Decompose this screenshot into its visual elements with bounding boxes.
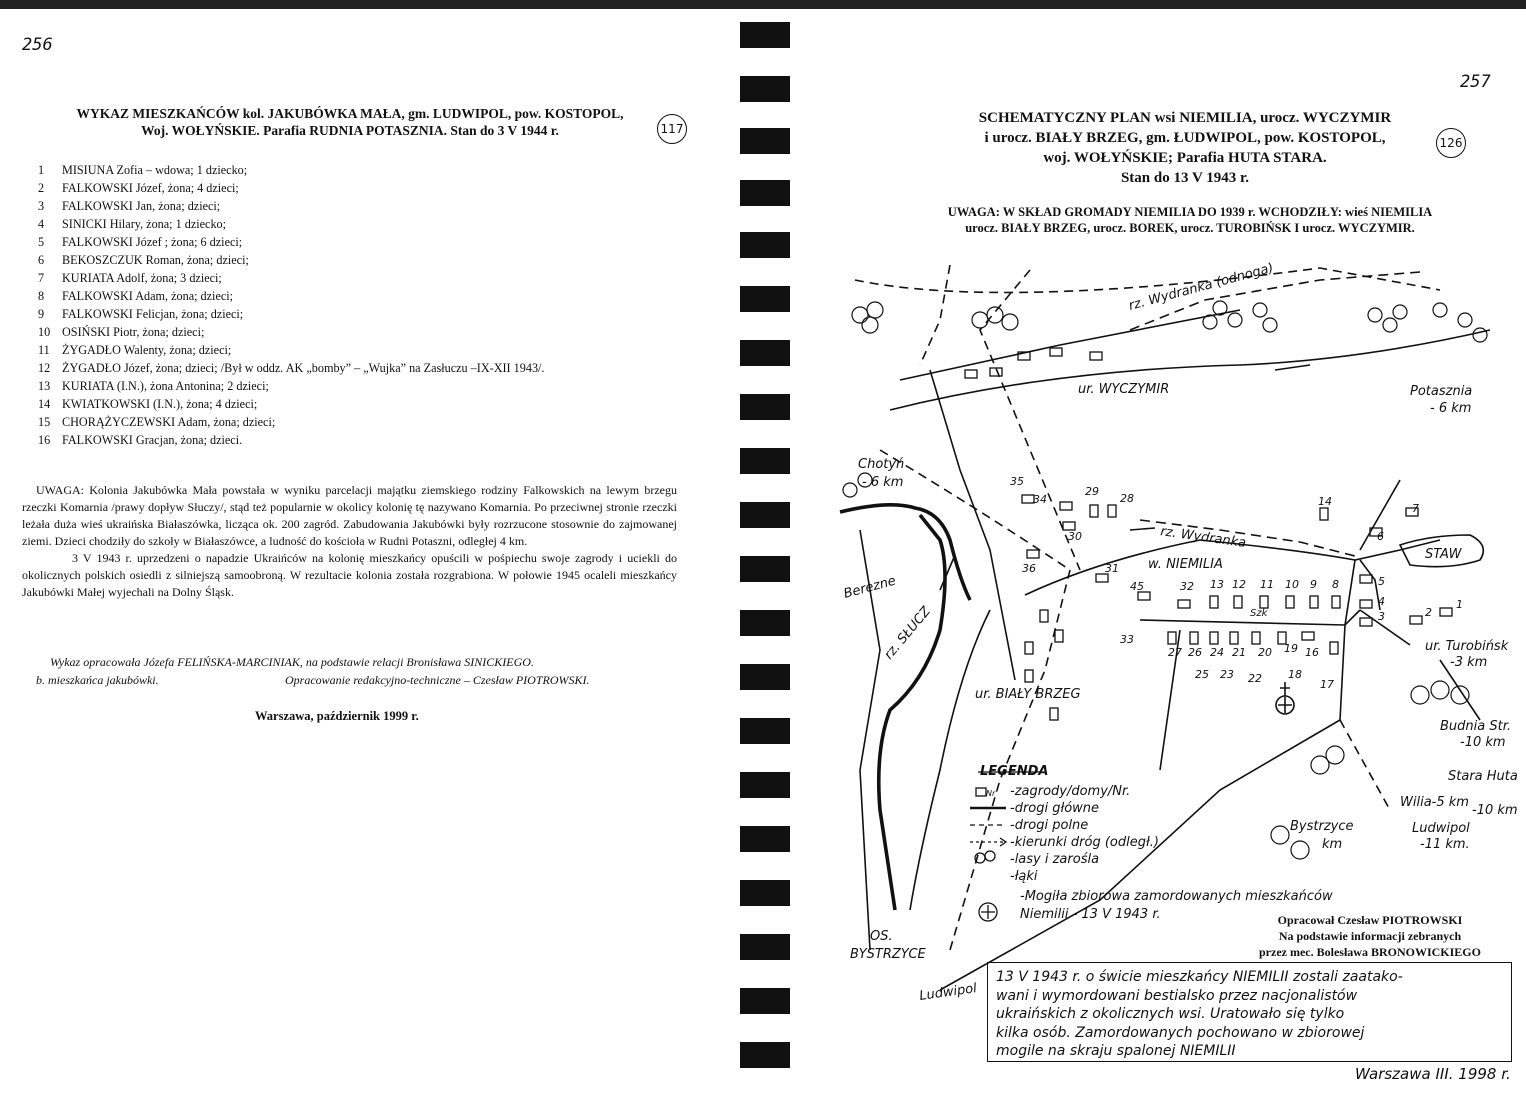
house-number: 13	[1210, 578, 1224, 591]
house-number: 30	[1068, 530, 1082, 543]
credit-line-2b: Opracowanie redakcyjno-techniczne – Czesław PIOTROWSKI.	[285, 673, 590, 687]
binding-spine	[740, 20, 790, 1090]
map-credit	[1230, 912, 1510, 960]
resident-number: 1	[38, 163, 45, 177]
resident-row	[38, 161, 544, 179]
resident-number: 12	[38, 361, 51, 375]
legend-item: -drogi główne	[1010, 801, 1100, 816]
resident-number: 2	[38, 181, 45, 195]
house-number: 35	[1010, 475, 1024, 488]
label-turobinsk-km: -3 km	[1450, 655, 1488, 670]
resident-entry: OSIŃSKI Piotr, żona; dzieci;	[62, 325, 205, 339]
label-slucz: rz. SŁUCZ	[881, 604, 934, 663]
legend-house-number: Nr	[986, 789, 996, 798]
house-number: 25	[1195, 668, 1209, 681]
label-staw: STAW	[1425, 547, 1462, 562]
resident-entry: MISIUNA Zofia – wdowa; 1 dziecko;	[62, 163, 248, 177]
label-niemilia: w. NIEMILIA	[1148, 557, 1223, 572]
uwaga-paragraph-2: 3 V 1943 r. uprzedzeni o napadzie Ukraińców na kolonię mieszkańcy opuścili w pośpiechu swoje zagrody i uciekli do okolicznych polskich osiedli z silniejszą samoobroną. W rezultacie kolonia została rozgrabiona. W połowie 1945 ocaleli mieszkańcy Jakubówki Małej wyjechali na Dolny Śląsk.	[22, 551, 677, 599]
road-east	[1360, 610, 1410, 645]
label-potasznia-km: - 6 km	[1430, 401, 1472, 416]
page-number: 257	[1460, 72, 1491, 92]
resident-number: 13	[38, 379, 51, 393]
house-number: 18	[1288, 668, 1302, 681]
map-credit-line3: przez mec. Bolesława BRONOWICKIEGO	[1259, 945, 1481, 959]
field-road-center	[980, 270, 1080, 570]
left-title-line1: WYKAZ MIESZKAŃCÓW kol. JAKUBÓWKA MAŁA, gm. LUDWIPOL, pow. KOSTOPOL,	[76, 106, 624, 121]
label-potasznia: Potasznia	[1410, 384, 1473, 399]
lower-west-road	[910, 610, 990, 910]
legend-item: Niemilii - 13 V 1943 r.	[1020, 907, 1161, 922]
resident-entry: BEKOSZCZUK Roman, żona; dzieci;	[62, 253, 249, 267]
house-number: 17	[1320, 678, 1334, 691]
resident-number: 15	[38, 415, 51, 429]
legend-item: -łąki	[1010, 869, 1038, 884]
resident-entry: FALKOWSKI Adam, żona; dzieci;	[62, 289, 234, 303]
resident-entry: FALKOWSKI Józef, żona; 4 dzieci;	[62, 181, 239, 195]
signature-date: Warszawa III. 1998 r.	[1355, 1065, 1511, 1083]
house-number: 3	[1378, 610, 1385, 623]
gromada-note	[890, 204, 1490, 236]
right-title-line3: woj. WOŁYŃSKIE; Parafia HUTA STARA.	[1043, 150, 1327, 166]
house-number-labels	[1010, 475, 1463, 691]
resident-entry: FALKOWSKI Józef ; żona; 6 dzieci;	[62, 235, 243, 249]
resident-number: 7	[38, 271, 45, 285]
house-number: 8	[1332, 578, 1339, 591]
legend-item: -lasy i zarośla	[1010, 852, 1100, 867]
road-to-wilia	[1340, 720, 1390, 810]
resident-row	[38, 269, 544, 287]
upper-field-road	[855, 268, 1440, 293]
house-number: 4	[1378, 595, 1385, 608]
arrow-berezne	[940, 555, 955, 590]
label-bialy-brzeg: ur. BIAŁY BRZEG	[975, 687, 1081, 702]
house-number: 22	[1248, 672, 1262, 685]
box-line: 13 V 1943 r. o świcie mieszkańcy NIEMILII zostali zaatako-	[996, 969, 1403, 985]
label-os: OS.	[870, 929, 893, 944]
note-line1: UWAGA: W SKŁAD GROMADY NIEMILIA DO 1939 r. WCHODZIŁY: wieś NIEMILIA	[947, 205, 1433, 219]
map-legend	[980, 764, 1333, 922]
resident-number: 3	[38, 199, 45, 213]
field-road-nw	[920, 265, 950, 365]
mass-grave-symbol	[1276, 682, 1294, 714]
resident-entry: ŻYGADŁO Józef, żona; dzieci; /Był w oddz. AK „bomby” – „Wujka” na Zasłuczu –IX-XII 1943/.	[62, 361, 545, 375]
road-to-bystrzyce	[1340, 560, 1355, 720]
label-chotyn-km: - 6 km	[862, 475, 904, 490]
label-stara-huta: Stara Huta	[1448, 769, 1518, 784]
resident-number: 9	[38, 307, 45, 321]
box-line: wani i wymordowani bestialsko przez nacjonalistów	[996, 987, 1358, 1004]
left-page	[0, 0, 725, 1115]
label-bystrzyce: Bystrzyce	[1290, 819, 1354, 834]
house-number: 31	[1105, 562, 1119, 575]
map-credit-line1: Opracował Czesław PIOTROWSKI	[1277, 913, 1463, 927]
house-number: 34	[1033, 493, 1047, 506]
resident-row	[38, 323, 544, 341]
note-line2: urocz. BIAŁY BRZEG, urocz. BOREK, urocz. TUROBIŃSK I urocz. WYCZYMIR.	[965, 221, 1415, 235]
map-credit-line2: Na podstawie informacji zebranych	[1278, 929, 1462, 943]
right-page	[800, 0, 1526, 1115]
resident-row	[38, 359, 544, 377]
house-number: 45	[1130, 580, 1144, 593]
label-ludwipol: Ludwipol	[918, 981, 978, 1004]
house-number: 10	[1285, 578, 1299, 591]
resident-number: 16	[38, 433, 51, 447]
arrow-wydranka	[1130, 528, 1155, 530]
resident-row	[38, 395, 544, 413]
resident-number: 4	[38, 217, 45, 231]
resident-list	[38, 161, 544, 449]
house-number: 24	[1210, 646, 1224, 659]
right-title-line2: i urocz. BIAŁY BRZEG, gm. ŁUDWIPOL, pow. KOSTOPOL,	[984, 130, 1386, 146]
road-turobinsk	[1360, 560, 1380, 610]
house-number: 32	[1180, 580, 1194, 593]
label-ludwipol-km: Ludwipol	[1412, 821, 1470, 836]
uwaga-note	[22, 482, 677, 601]
label-stara-huta-km: -10 km	[1472, 803, 1518, 818]
house-number: 16	[1305, 646, 1319, 659]
resident-entry: SINICKI Hilary, żona; 1 dziecko;	[62, 217, 227, 231]
house-number: 14	[1318, 495, 1332, 508]
document-number-badge: 117	[657, 114, 687, 144]
resident-row	[38, 215, 544, 233]
page-number: 256	[22, 35, 53, 55]
label-szk: Szk	[1250, 608, 1268, 619]
legend-item: -drogi polne	[1010, 818, 1089, 833]
house-number: 19	[1284, 642, 1298, 655]
left-title-line2: Woj. WOŁYŃSKIE. Parafia RUDNIA POTASZNIA. Stan do 3 V 1944 r.	[141, 123, 559, 138]
resident-number: 14	[38, 397, 51, 411]
resident-entry: KURIATA Adolf, żona; 3 dzieci;	[62, 271, 222, 285]
label-bystrzyce-km: km	[1322, 837, 1343, 852]
resident-entry: FALKOWSKI Gracjan, żona; dzieci.	[62, 433, 243, 447]
house-number: 27	[1168, 646, 1182, 659]
legend-item: -Mogiła zbiorowa zamordowanych mieszkańców	[1020, 889, 1333, 904]
resident-entry: FALKOWSKI Felicjan, żona; dzieci;	[62, 307, 244, 321]
label-turobinsk: ur. Turobińsk	[1425, 639, 1509, 654]
house-number: 9	[1310, 578, 1317, 591]
resident-number: 11	[38, 343, 50, 357]
resident-entry: ŻYGADŁO Walenty, żona; dzieci;	[62, 343, 232, 357]
resident-entry: CHORĄŻYCZEWSKI Adam, żona; dzieci;	[62, 415, 276, 429]
right-title-line1: SCHEMATYCZNY PLAN wsi NIEMILIA, urocz. WYCZYMIR	[978, 110, 1392, 126]
resident-row	[38, 197, 544, 215]
resident-number: 8	[38, 289, 45, 303]
box-line: mogile na skraju spalonej NIEMILII	[996, 1043, 1236, 1059]
house-number: 11	[1260, 578, 1274, 591]
resident-row	[38, 287, 544, 305]
right-title	[940, 108, 1430, 188]
resident-row	[38, 341, 544, 359]
label-chotyn: Chotyń	[858, 457, 905, 472]
uwaga-paragraph-1: UWAGA: Kolonia Jakubówka Mała powstała w wyniku parcelacji majątku ziemskiego rodziny Falkowskich na lewym brzegu rzeczki Komarnia /prawy dopływ Słuczy/, stąd też popularnie w okolicy kolonię tę nazywano Komarnia. Po przeciwnej stronie rzeczki leżała duża wieś ukraińska Białaszówka, licząca ok. 200 zagród. Zabudowania Jakubówki były rozrzucone stosownie do zajmowanej ziemi. Dzieci chodziły do szkoły w Białaszówce, a ludność do kościoła w Rudni Potaszni, odległej 4 km.	[22, 483, 677, 548]
house-number: 20	[1258, 646, 1272, 659]
label-budnia: Budnia Str.	[1440, 719, 1511, 734]
massacre-note-box	[987, 962, 1512, 1062]
house-number: 36	[1022, 562, 1036, 575]
resident-row	[38, 251, 544, 269]
house-number: 28	[1120, 492, 1134, 505]
legend-item: -zagrody/domy/Nr.	[1010, 784, 1131, 799]
house-number: 2	[1425, 606, 1432, 619]
house-number: 12	[1232, 578, 1246, 591]
label-wydranka-odnoga: rz. Wydranka (odnoga)	[1127, 260, 1276, 314]
label-os-bystrzyce: BYSTRZYCE	[850, 947, 926, 962]
label-wyczymir: ur. WYCZYMIR	[1078, 382, 1170, 397]
resident-row	[38, 431, 544, 449]
left-title	[30, 105, 670, 139]
house-number: 5	[1378, 575, 1385, 588]
house-number: 6	[1377, 530, 1384, 543]
label-wilia: Wilia-5 km	[1400, 795, 1469, 810]
house-number: 7	[1412, 502, 1419, 515]
label-wydranka: rz. Wydranka	[1159, 524, 1247, 551]
resident-row	[38, 179, 544, 197]
legend-title: LEGENDA	[980, 764, 1049, 779]
resident-row	[38, 305, 544, 323]
resident-number: 5	[38, 235, 45, 249]
resident-row	[38, 413, 544, 431]
resident-row	[38, 377, 544, 395]
label-budnia-km: -10 km	[1460, 735, 1506, 750]
house-number: 26	[1188, 646, 1202, 659]
legend-item: -kierunki dróg (odległ.)	[1010, 835, 1159, 850]
credit-line-1: Wykaz opracowała Józefa FELIŃSKA-MARCINIAK, na podstawie relacji Bronisława SINICKIEGO.	[50, 655, 534, 669]
resident-entry: FALKOWSKI Jan, żona; dzieci;	[62, 199, 221, 213]
arrow-potasznia	[1275, 365, 1310, 370]
label-berezne: Berezne	[842, 573, 898, 602]
box-line: kilka osób. Zamordowanych pochowano w zbiorowej	[996, 1024, 1365, 1041]
resident-entry: KWIATKOWSKI (I.N.), żona; 4 dzieci;	[62, 397, 258, 411]
house-number: 23	[1220, 668, 1234, 681]
house-number: 21	[1232, 646, 1246, 659]
house-number: 29	[1085, 485, 1099, 498]
resident-number: 10	[38, 325, 51, 339]
right-title-line4: Stan do 13 V 1943 r.	[1120, 170, 1250, 186]
northern-road	[900, 310, 1240, 380]
document-number-badge: 126	[1436, 128, 1466, 158]
house-number: 1	[1456, 598, 1463, 611]
resident-row	[38, 233, 544, 251]
box-line: ukraińskich z okolicznych wsi. Uratowało się tylko	[996, 1006, 1345, 1022]
resident-entry: KURIATA (I.N.), żona Antonina; 2 dzieci;	[62, 379, 269, 393]
main-road-north	[890, 330, 1490, 410]
house-number: 33	[1120, 633, 1134, 646]
date-line: Warszawa, październik 1999 r.	[255, 709, 419, 723]
label-ludwipol-km2: -11 km.	[1420, 837, 1470, 852]
credit-line-2a: b. mieszkańca jakubówki.	[36, 673, 159, 687]
resident-number: 6	[38, 253, 45, 267]
